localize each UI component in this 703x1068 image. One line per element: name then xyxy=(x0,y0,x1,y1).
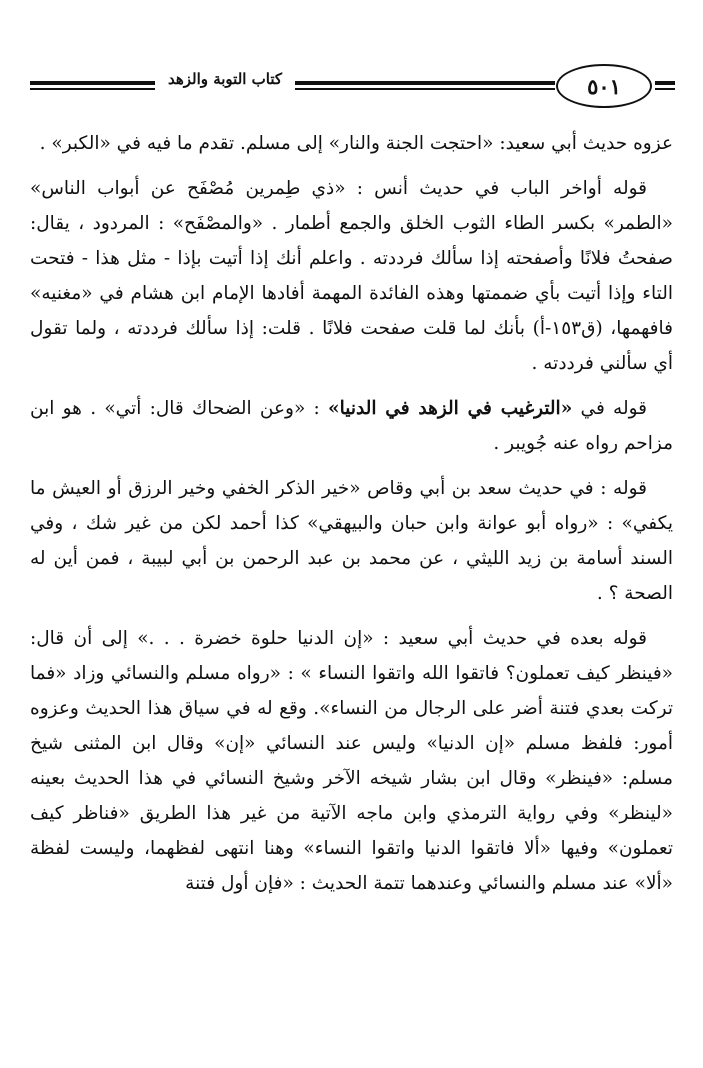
page-number: ٥٠١ xyxy=(556,64,652,108)
paragraph-1: عزوه حديث أبي سعيد: «احتجت الجنة والنار» إلى مسلم. تقدم ما فيه في «الكبر» . xyxy=(39,133,673,154)
header-rule-right xyxy=(655,81,675,93)
page-header xyxy=(30,64,675,116)
paragraph-5: قوله بعده في حديث أبي سعيد : «إن الدنيا حلوة خضرة . . .» إلى أن قال: «فينظر كيف تعملون؟ فاتقوا الله واتقوا النساء » : «رواه مسلم والنسائي وزاد «فما تركت بعدي فتنة أضر على الرجال من النساء». وقع له في سياق هذا الحديث وعزوه أمور: فلفظ مسلم «إن الدنيا» وليس عند النسائي «إن» وقال ابن المثنى شيخ مسلم: «فينظر» وقال ابن بشار شيخه الآخر وشيخ النسائي في هذا الحديث بعينه «لينظر» وفي رواية الترمذي وابن ماجه الآتية من غير هذا الطريق «فناظر كيف تعملون» وفيها «ألا فاتقوا الدنيا واتقوا النساء» وهنا انتهى لفظهما، وليست لفظة «ألا» عند مسلم والنسائي وعندهما تتمة الحديث : «فإن أول فتنة xyxy=(30,628,673,894)
paragraph-3-text: : «وعن الضحاك قال: أتي» . هو ابن مزاحم رواه عنه جُويبر . xyxy=(30,398,673,454)
paragraph-3 xyxy=(30,391,673,461)
paragraph-3-bold-title: «الترغيب في الزهد في الدنيا» xyxy=(328,398,573,419)
paragraph-2: قوله أواخر الباب في حديث أنس : «ذي طِمرين مُصْفَح عن أبواب الناس» «الطمر» بكسر الطاء الثوب الخلق والجمع أطمار . «والمصْفَح» : المردود ، يقال: صفحتُ فلانًا وأصفحته إذا سألك فرددته . واعلم أنك إذا أتيت بإذا - مثل هذا - فتحت التاء وإذا أتيت بأي ضممتها وهذه الفائدة المهمة أفادها الإمام ابن هشام في «مغنيه» فافهمها، (ق١٥٣-أ) بأنك لما قلت صفحت فلانًا . قلت: إذا سألك فرددته ، ولما تقول أي سألني فرددته . xyxy=(30,178,673,374)
header-rule-left xyxy=(30,81,155,93)
header-rule-middle xyxy=(295,81,555,93)
paragraph-3-lead: قوله في xyxy=(572,398,647,419)
section-title: كتاب التوبة والزهد xyxy=(167,70,283,88)
page-body xyxy=(30,126,673,901)
paragraph-4: قوله : في حديث سعد بن أبي وقاص «خير الذكر الخفي وخير الرزق أو العيش ما يكفي» : «رواه أبو عوانة وابن حبان والبيهقي» كذا أحمد لكن من غير شك ، وفي السند أسامة بن زيد الليثي ، عن محمد بن عبد الرحمن بن أبي لبيبة ، فمن أين له الصحة ؟ . xyxy=(30,478,673,604)
